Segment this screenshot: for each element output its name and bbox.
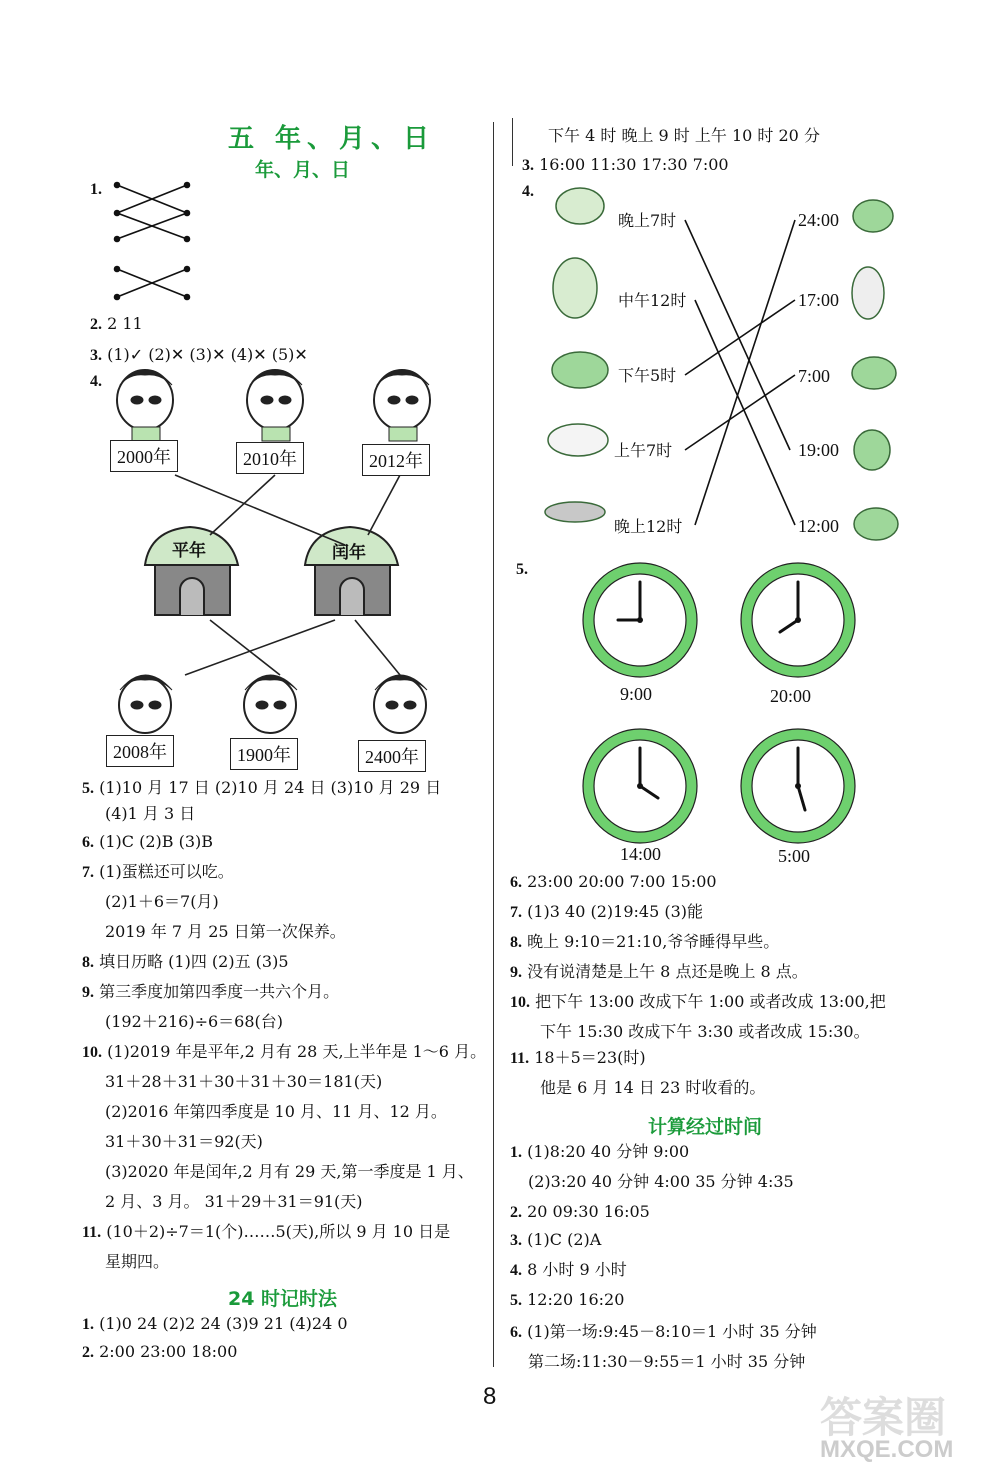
goose-icon	[852, 267, 884, 319]
left-time-4: 晚上12时	[614, 517, 683, 536]
q3: 3. (1)✓ (2)✕ (3)✕ (4)✕ (5)✕	[90, 345, 308, 364]
clock-label-0: 9:00	[620, 684, 653, 704]
r-q7: 7. (1)3 40 (2)19:45 (3)能	[510, 902, 703, 921]
s3-q1-line2: (2)3:20 40 分钟 4:00 35 分钟 4:35	[528, 1172, 794, 1191]
dog-icon	[556, 188, 604, 224]
year-box-2012: 2012年	[362, 444, 430, 476]
right-time-4: 12:00	[798, 516, 840, 536]
r-q5-number: 5.	[516, 561, 528, 578]
left-time-0: 晚上7时	[618, 211, 677, 230]
year-box-1900: 1900年	[230, 738, 298, 770]
clock-faces	[580, 560, 880, 850]
q10-line6: 2 月、3 月。 31＋29＋31＝91(天)	[105, 1192, 363, 1211]
r-q4-number: 4.	[522, 183, 534, 200]
q6: 6. (1)C (2)B (3)B	[82, 832, 214, 851]
leap-year-illustration	[100, 365, 490, 770]
matching-lines-q4	[680, 200, 810, 540]
q10-line5: (3)2020 年是闰年,2 月有 29 天,第一季度是 1 月、	[105, 1162, 474, 1181]
animal-pictures-left	[540, 178, 620, 538]
year-box-2008: 2008年	[106, 735, 174, 767]
s3-q6-line2: 第二场:11:30－9:55＝1 小时 35 分钟	[528, 1352, 806, 1371]
q7-line1: 7. (1)蛋糕还可以吃。	[82, 862, 234, 881]
q10-line3: (2)2016 年第四季度是 10 月、11 月、12 月。	[105, 1102, 447, 1121]
q10-line2: 31＋28＋31＋30＋31＋30＝181(天)	[105, 1072, 383, 1091]
q11-line2: 星期四。	[105, 1252, 170, 1271]
house-label-leap-year: 闰年	[332, 543, 366, 563]
section-heading-ymd: 年、月、日	[255, 159, 351, 181]
left-time-2: 下午5时	[618, 366, 677, 385]
q4-number: 4.	[90, 373, 102, 390]
fish-icon	[545, 502, 605, 522]
ladybug-icon	[552, 352, 608, 388]
r-q11-line1: 11. 18＋5＝23(时)	[510, 1048, 646, 1067]
q10-line1: 10. (1)2019 年是平年,2 月有 28 天,上半年是 1～6 月。	[82, 1042, 487, 1061]
q11-line1: 11. (10＋2)÷7＝1(个)……5(天),所以 9 月 10 日是	[82, 1222, 451, 1241]
q10-line4: 31＋30＋31＝92(天)	[105, 1132, 263, 1151]
clock-label-3: 5:00	[778, 846, 811, 866]
caterpillar-icon	[854, 430, 890, 470]
chapter-title: 五 年、月、日	[228, 124, 436, 154]
deer-icon	[553, 258, 597, 318]
r-continuation: 下午 4 时 晚上 9 时 上午 10 时 20 分	[548, 126, 820, 145]
page-number: 8	[483, 1383, 497, 1410]
q8: 8. 填日历略 (1)四 (2)五 (3)5	[82, 952, 289, 971]
watermark-logo: 答案圈	[820, 1393, 947, 1442]
animal-pictures-right	[838, 178, 908, 558]
section-heading-elapsed: 计算经过时间	[648, 1116, 763, 1138]
r-q6: 6. 23:00 20:00 7:00 15:00	[510, 872, 717, 891]
chick-icon	[853, 200, 893, 232]
q5-line1: 5. (1)10 月 17 日 (2)10 月 24 日 (3)10 月 29 日	[82, 778, 442, 797]
q1-number: 1.	[90, 181, 102, 198]
rabbit-icon	[548, 424, 608, 456]
q7-line2: (2)1＋6＝7(月)	[105, 892, 219, 911]
r-q3: 3. 16:00 11:30 17:30 7:00	[522, 155, 729, 174]
column-divider	[493, 122, 494, 1367]
house-label-common-year: 平年	[172, 541, 206, 561]
right-time-2: 7:00	[798, 366, 831, 386]
left-time-1: 中午12时	[618, 291, 687, 310]
clock-label-1: 20:00	[770, 686, 812, 706]
r-q11-line2: 他是 6 月 14 日 23 时收看的。	[540, 1078, 766, 1097]
q9-line1: 9. 第三季度加第四季度一共六个月。	[82, 982, 340, 1001]
section-heading-24h: 24 时记时法	[228, 1288, 338, 1310]
right-time-0: 24:00	[798, 210, 840, 230]
r-q9: 9. 没有说清楚是上午 8 点还是晚上 8 点。	[510, 962, 808, 981]
snail-icon	[854, 508, 898, 540]
q9-line2: (192＋216)÷6＝68(台)	[105, 1012, 283, 1031]
s3-q4: 4. 8 小时 9 小时	[510, 1260, 627, 1279]
watermark-url: MXQE.COM	[820, 1436, 954, 1463]
year-box-2010: 2010年	[236, 442, 304, 474]
r-q10-line1: 10. 把下午 13:00 改成下午 1:00 或者改成 13:00,把	[510, 992, 886, 1011]
s3-q3: 3. (1)C (2)A	[510, 1230, 602, 1249]
s3-q6-line1: 6. (1)第一场:9:45－8:10＝1 小时 35 分钟	[510, 1322, 817, 1341]
right-time-1: 17:00	[798, 290, 840, 310]
s3-q1-line1: 1. (1)8:20 40 分钟 9:00	[510, 1142, 690, 1161]
s3-q2: 2. 20 09:30 16:05	[510, 1202, 650, 1221]
left-time-3: 上午7时	[614, 441, 673, 460]
r-q10-line2: 下午 15:30 改成下午 3:30 或者改成 15:30。	[540, 1022, 870, 1041]
s3-q5: 5. 12:20 16:20	[510, 1290, 625, 1309]
q5-line2: (4)1 月 3 日	[105, 804, 196, 823]
q7-line3: 2019 年 7 月 25 日第一次保养。	[105, 922, 346, 941]
year-box-2000: 2000年	[110, 440, 178, 472]
s2-q1: 1. (1)0 24 (2)2 24 (3)9 21 (4)24 0	[82, 1314, 348, 1333]
bee-icon	[852, 357, 896, 389]
column-divider-top	[512, 118, 513, 166]
clock-label-2: 14:00	[620, 844, 662, 864]
matching-lines-q1	[105, 175, 205, 305]
year-box-2400: 2400年	[358, 740, 426, 772]
q2: 2. 2 11	[90, 314, 143, 333]
s2-q2: 2. 2:00 23:00 18:00	[82, 1342, 238, 1361]
r-q8: 8. 晚上 9:10＝21:10,爷爷睡得早些。	[510, 932, 780, 951]
right-time-3: 19:00	[798, 440, 840, 460]
